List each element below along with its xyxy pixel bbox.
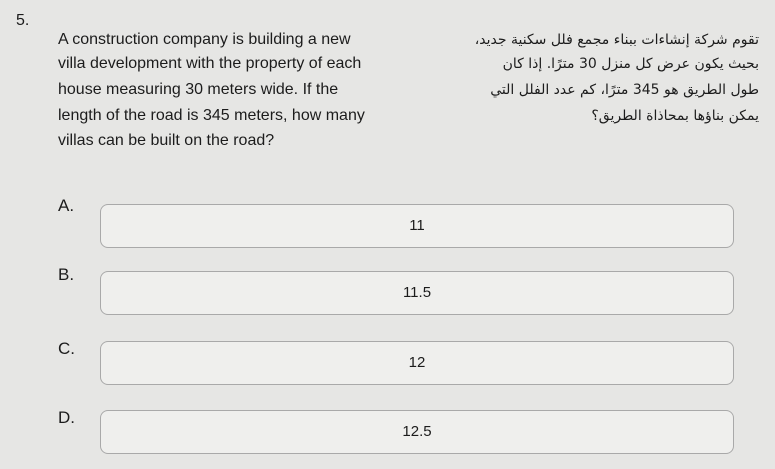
option-a-value: 11 — [409, 217, 425, 234]
question-line-5: villas can be built on the road? — [58, 132, 275, 149]
option-a-answer-box[interactable] — [100, 204, 734, 248]
option-d-answer-box[interactable] — [100, 410, 734, 454]
option-d-letter: D. — [58, 408, 75, 427]
option-c-answer-box[interactable] — [100, 341, 734, 385]
option-b-letter: B. — [58, 265, 75, 284]
arabic-line-1: تقوم شركة إنشاءات ببناء مجمع فلل سكنية جديد، — [474, 32, 759, 48]
arabic-line-3: طول الطريق هو 345 مترًا، كم عدد الفلل التي — [490, 82, 759, 98]
option-c-value: 12 — [408, 354, 426, 371]
option-a-letter: A. — [58, 196, 75, 215]
question-line-3: house measuring 30 meters wide. If the — [58, 81, 339, 98]
option-b-value: 11.5 — [402, 284, 432, 301]
arabic-line-2: بحيث يكون عرض كل منزل 30 مترًا. إذا كان — [502, 56, 759, 72]
option-d-value: 12.5 — [402, 423, 432, 440]
question-line-1: A construction company is building a new — [58, 31, 351, 48]
question-line-2: villa development with the property of each — [58, 55, 362, 72]
option-b-answer-box[interactable] — [100, 271, 734, 315]
question-line-4: length of the road is 345 meters, how many — [58, 107, 365, 124]
question-number: 5. — [16, 12, 30, 29]
arabic-line-4: يمكن بناؤها بمحاذاة الطريق؟ — [591, 108, 759, 124]
option-c-letter: C. — [58, 339, 75, 358]
